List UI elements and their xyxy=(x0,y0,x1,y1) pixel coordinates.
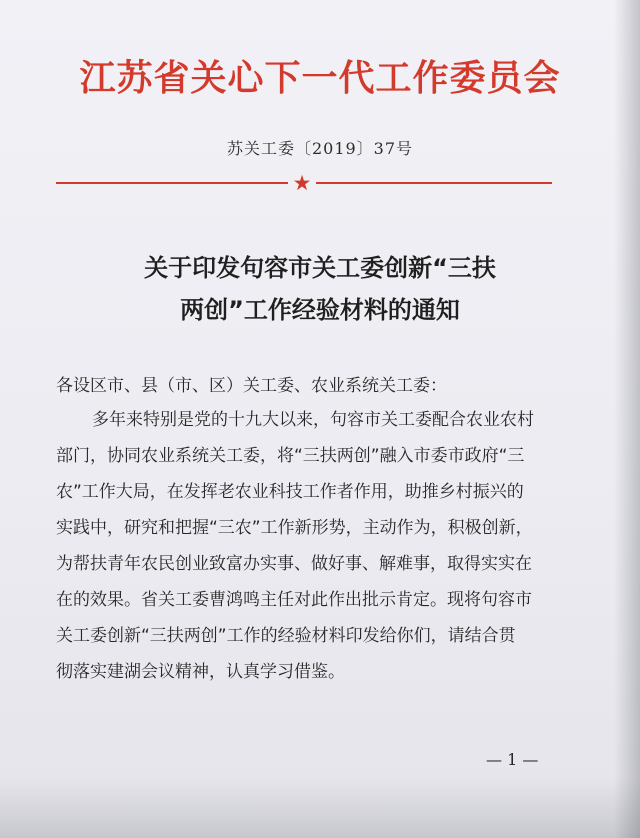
salutation: 各设区市、县（市、区）关工委、农业系统关工委： xyxy=(56,376,447,396)
red-divider-right xyxy=(316,182,552,184)
body-line: 关工委创新“三扶两创”工作的经验材料印发给你们，请结合贯 xyxy=(56,626,516,646)
body-line: 为帮扶青年农民创业致富办实事、做好事、解难事，取得实实在 xyxy=(56,554,532,574)
star-icon: ★ xyxy=(292,171,312,195)
page-number: — 1 — xyxy=(486,750,539,769)
page-edge-shadow xyxy=(614,0,640,838)
issuer-heading: 江苏省关心下一代工作委员会 xyxy=(79,58,561,99)
body-line: 部门，协同农业系统关工委，将“三扶两创”融入市委市政府“三 xyxy=(56,446,525,466)
body-line: 实践中，研究和把握“三农”工作新形势，主动作为，积极创新， xyxy=(56,518,533,538)
document-number: 苏关工委〔2019〕37号 xyxy=(226,139,414,158)
body-line: 多年来特别是党的十九大以来，句容市关工委配合农业农村 xyxy=(92,410,534,430)
document-title-line-1: 关于印发句容市关工委创新“三扶 xyxy=(144,254,496,282)
page-bottom-shadow xyxy=(0,778,640,838)
document-title-line-2: 两创”工作经验材料的通知 xyxy=(180,296,460,324)
body-line: 在的效果。省关工委曹鸿鸣主任对此作出批示肯定。现将句容市 xyxy=(56,590,532,610)
red-divider-left xyxy=(56,182,288,184)
body-line: 农”工作大局，在发挥老农业科技工作者作用，助推乡村振兴的 xyxy=(56,482,524,502)
body-line: 彻落实建湖会议精神，认真学习借鉴。 xyxy=(56,662,345,682)
